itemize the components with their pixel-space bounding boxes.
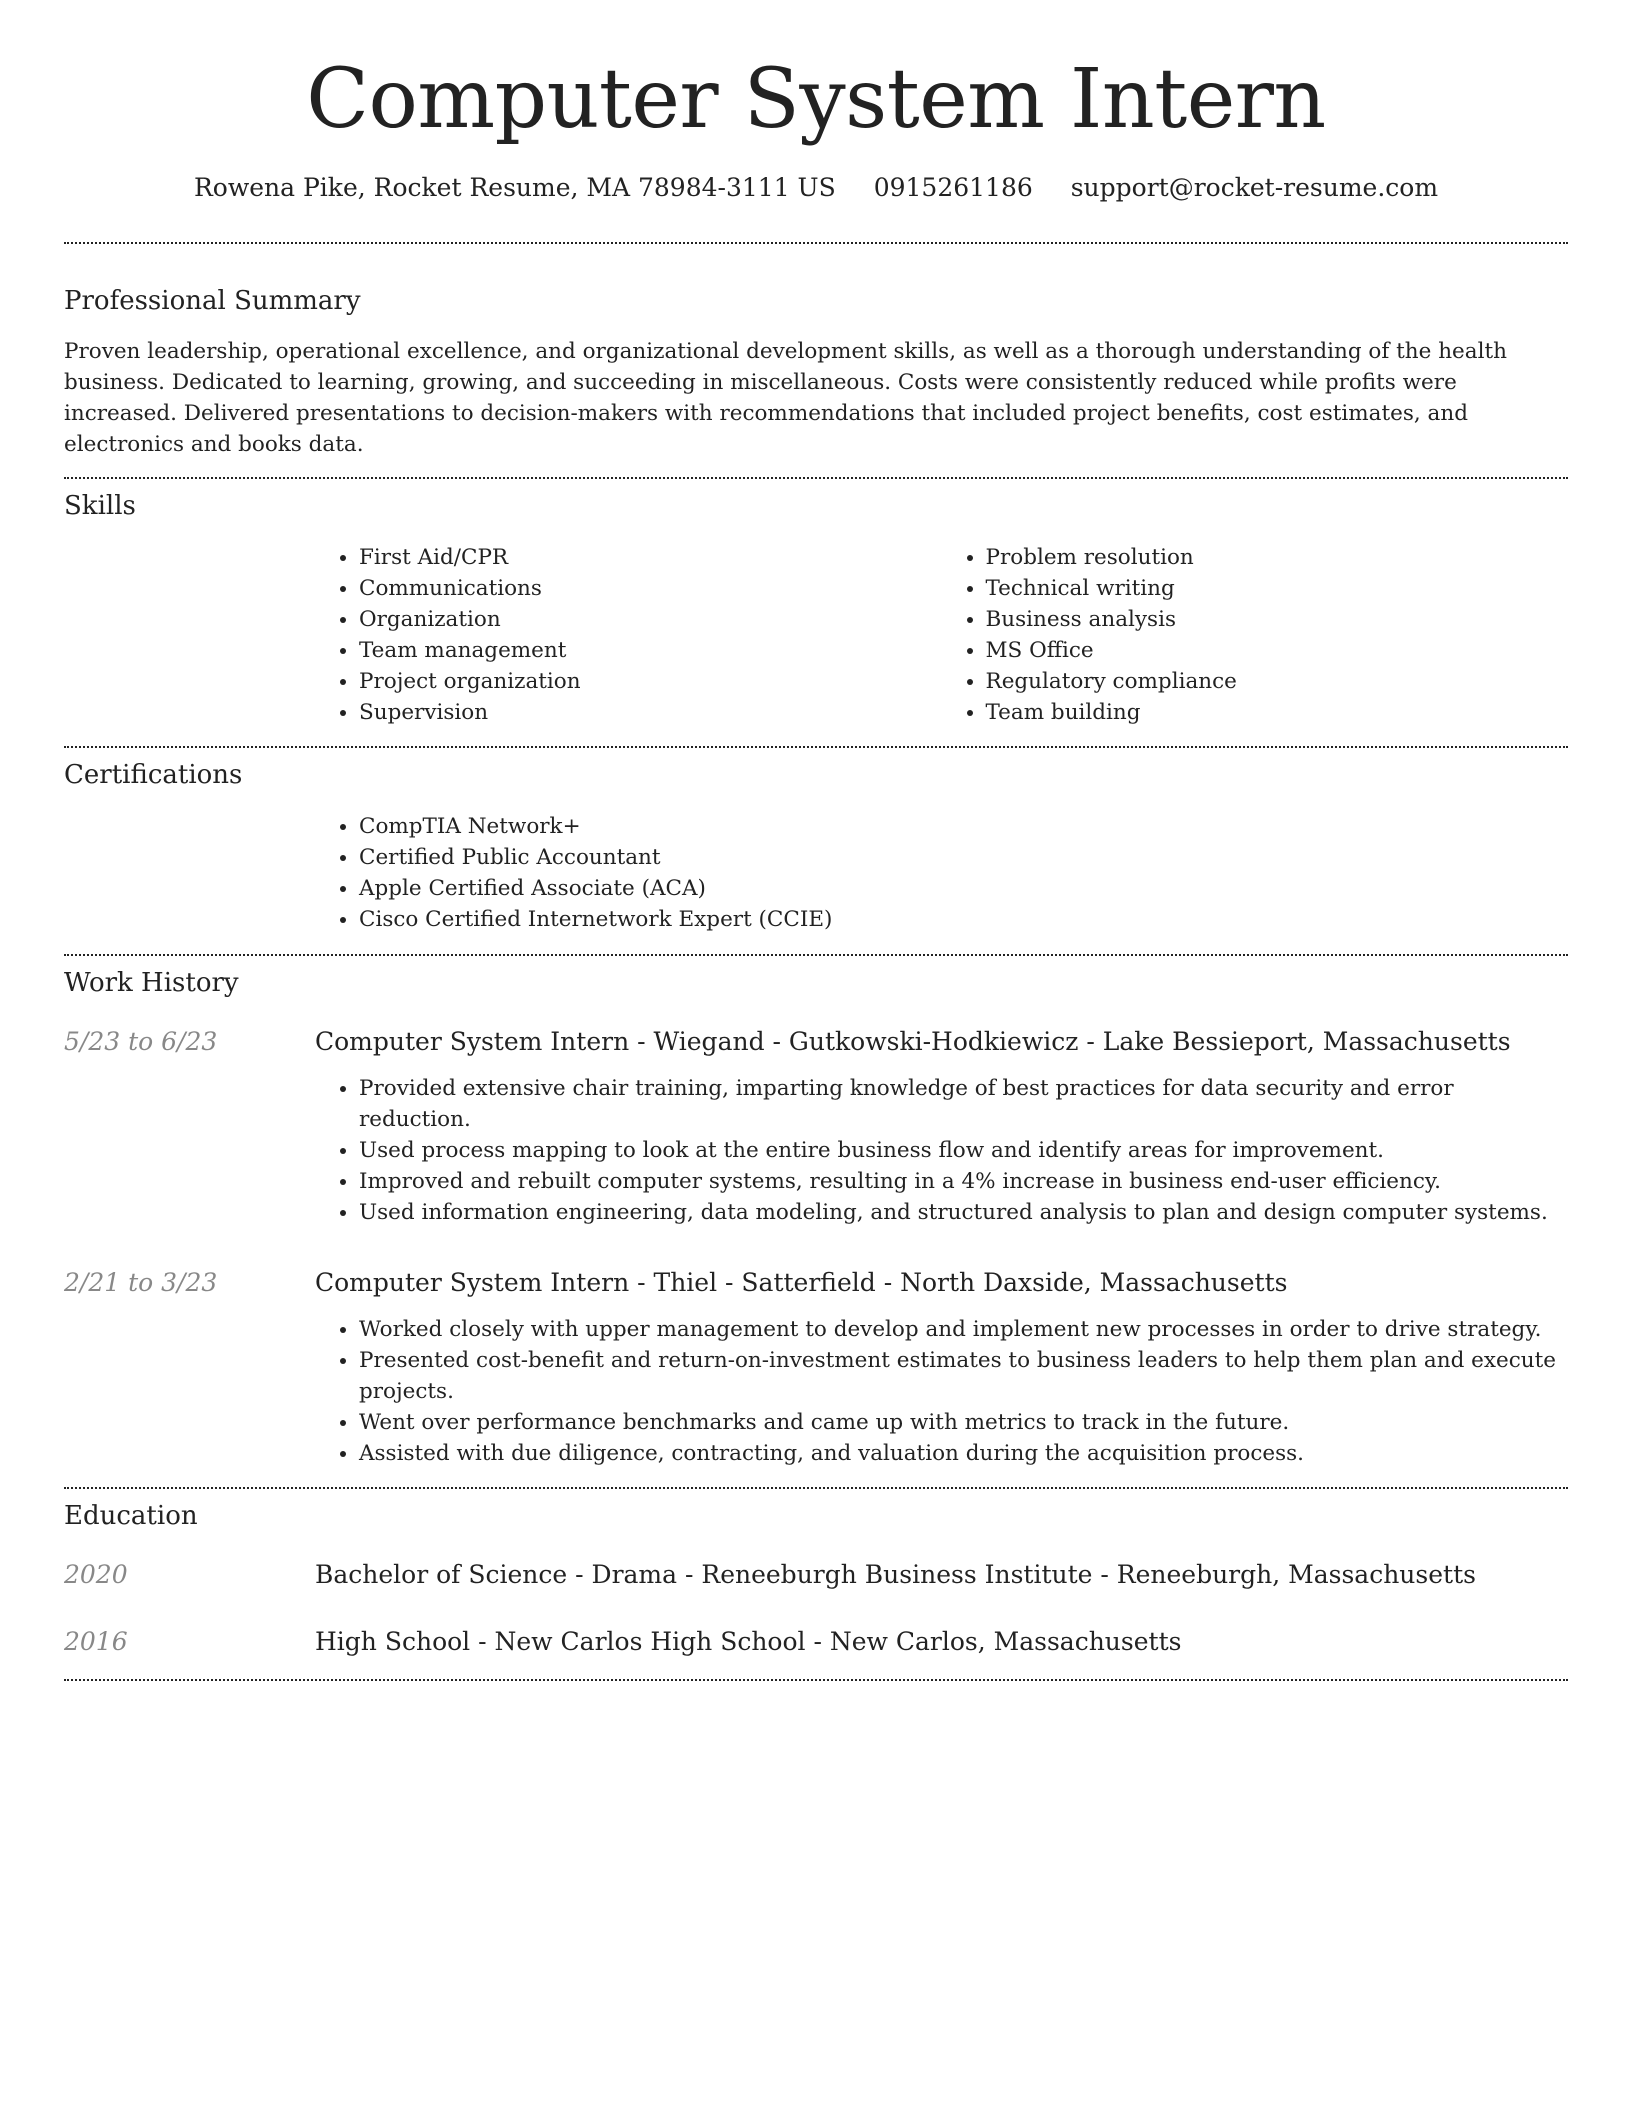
skill-item: • Team management — [359, 635, 942, 666]
education-title: Bachelor of Science - Drama - Reneeburgh Business Institute - Reneeburgh, Massachusetts — [315, 1560, 1476, 1589]
divider — [64, 242, 1568, 244]
skill-item: • Regulatory compliance — [986, 666, 1569, 697]
skills-list-left — [315, 542, 942, 728]
divider — [64, 954, 1568, 956]
section-title: Work History — [64, 968, 239, 998]
skill-item: • Technical writing — [986, 573, 1569, 604]
job-entry — [64, 1266, 1568, 1300]
job-date: 5/23 to 6/23 — [64, 1027, 218, 1056]
skills-section — [64, 489, 1568, 728]
skill-item: • Team building — [986, 697, 1569, 728]
job-bullet: • Assisted with due diligence, contracting, and valuation during the acquisition process. — [359, 1438, 1568, 1469]
skill-item: • Business analysis — [986, 604, 1569, 635]
skill-item: • Problem resolution — [986, 542, 1569, 573]
work-history-section — [64, 966, 1568, 1469]
job-date: 2/21 to 3/23 — [64, 1268, 218, 1297]
skills-columns — [315, 542, 1568, 728]
job-bullet: • Worked closely with upper management to develop and implement new processes in order to drive strategy. — [359, 1314, 1568, 1345]
divider — [64, 1487, 1568, 1489]
divider — [64, 477, 1568, 479]
divider — [64, 746, 1568, 748]
page-title: Computer System Intern — [306, 52, 1326, 147]
certification-item: • Certified Public Accountant — [359, 842, 1568, 873]
section-title: Skills — [64, 491, 136, 521]
job-title: Computer System Intern - Wiegand - Gutkowski-Hodkiewicz - Lake Bessieport, Massachusetts — [315, 1027, 1511, 1056]
certification-item: • Cisco Certified Internetwork Expert (CCIE) — [359, 904, 1568, 935]
skill-item: • Communications — [359, 573, 942, 604]
certification-item: • CompTIA Network+ — [359, 811, 1568, 842]
section-title: Professional Summary — [64, 286, 361, 316]
divider — [64, 1679, 1568, 1681]
section-title: Certifications — [64, 760, 243, 790]
skills-list-right — [942, 542, 1569, 728]
job-bullet: • Provided extensive chair training, imparting knowledge of best practices for data security and error reduction. — [359, 1073, 1568, 1135]
skill-item: • First Aid/CPR — [359, 542, 942, 573]
job-bullet: • Presented cost-benefit and return-on-investment estimates to business leaders to help them plan and execute projects. — [359, 1345, 1568, 1407]
certifications-list — [315, 811, 1568, 935]
section-title: Education — [64, 1501, 198, 1531]
job-bullets — [315, 1314, 1568, 1469]
job-bullet: • Used process mapping to look at the entire business flow and identify areas for improvement. — [359, 1135, 1568, 1166]
job-bullet: • Improved and rebuilt computer systems, resulting in a 4% increase in business end-user efficiency. — [359, 1166, 1568, 1197]
contact-phone: 0915261186 — [873, 173, 1033, 202]
education-title: High School - New Carlos High School - New Carlos, Massachusetts — [315, 1627, 1182, 1656]
job-bullet: • Used information engineering, data modeling, and structured analysis to plan and design computer systems. — [359, 1197, 1568, 1228]
certification-item: • Apple Certified Associate (ACA) — [359, 873, 1568, 904]
education-entry — [64, 1625, 1568, 1659]
skill-item: • Supervision — [359, 697, 942, 728]
job-title: Computer System Intern - Thiel - Satterfield - North Daxside, Massachusetts — [315, 1268, 1288, 1297]
education-section — [64, 1499, 1568, 1659]
education-date: 2020 — [64, 1560, 128, 1589]
certifications-section — [64, 758, 1568, 935]
job-bullet: • Went over performance benchmarks and came up with metrics to track in the future. — [359, 1407, 1568, 1438]
skill-item: • Project organization — [359, 666, 942, 697]
contact-email: support@rocket-resume.com — [1070, 173, 1439, 202]
summary-section — [64, 284, 1568, 460]
skill-item: • Organization — [359, 604, 942, 635]
summary-text: Proven leadership, operational excellence, and organizational development skills, as well as a thorough understanding of the health business. Dedicated to learning, growing, and succeeding in miscellaneous. Costs were consistently reduced while profits were increased. Delivered presentations to decision-makers with recommendations that included project benefits, cost estimates, and electronics and books data. — [64, 339, 1507, 457]
contact-address: Rowena Pike, Rocket Resume, MA 78984-3111 US — [193, 173, 836, 202]
contact-line — [64, 172, 1568, 204]
skill-item: • MS Office — [986, 635, 1569, 666]
education-date: 2016 — [64, 1627, 128, 1656]
job-entry — [64, 1025, 1568, 1059]
education-entry — [64, 1558, 1568, 1592]
job-bullets — [315, 1073, 1568, 1228]
